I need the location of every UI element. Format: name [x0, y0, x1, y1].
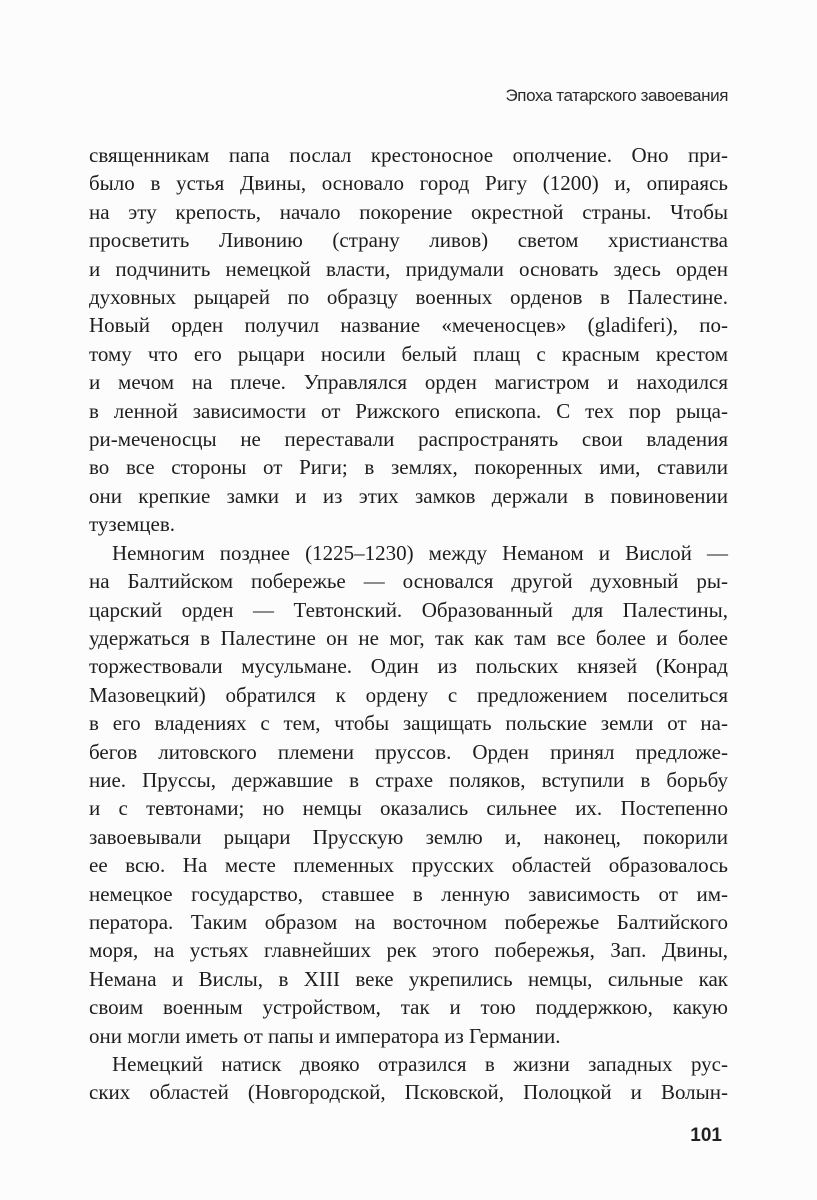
paragraph [89, 141, 728, 539]
running-header: Эпоха татарского завоевания [505, 86, 728, 105]
text-line: торжествовали мусульмане. Один из польских князей (Конрад [89, 654, 728, 679]
body-text [89, 141, 728, 1107]
text-line: бегов литовского племени пруссов. Орден принял предложе- [89, 739, 728, 764]
text-line: своим военным устройством, так и тою поддержкою, какую [89, 995, 728, 1020]
paragraph [89, 539, 728, 1050]
text-line: ее всю. На месте племенных прусских областей образовалось [89, 853, 728, 878]
text-line: Мазовецкий) обратился к ордену с предложением поселиться [89, 682, 728, 707]
text-line: и с тевтонами; но немцы оказались сильнее их. Постепенно [89, 796, 728, 821]
text-line: они крепкие замки и из этих замков держали в повиновении [89, 483, 728, 508]
text-line: в ленной зависимости от Рижского епископа. С тех пор рыца- [89, 398, 728, 423]
text-line: Новый орден получил название «меченосцев» (gladiferi), по- [89, 313, 728, 338]
text-line: Немногим позднее (1225–1230) между Неманом и Вислой — [112, 540, 728, 565]
text-line: на эту крепость, начало покорение окрестной страны. Чтобы [89, 199, 728, 224]
text-line: царский орден — Тевтонский. Образованный для Палестины, [89, 597, 728, 622]
page-number: 101 [690, 1125, 722, 1146]
text-line: просветить Ливонию (страну ливов) светом христианства [89, 228, 728, 253]
text-line: ских областей (Новгородской, Псковской, Полоцкой и Волын- [89, 1080, 728, 1105]
text-line: было в устья Двины, основало город Ригу (1200) и, опираясь [89, 171, 728, 196]
text-line: моря, на устьях главнейших рек этого побережья, Зап. Двины, [89, 938, 728, 963]
text-line: на Балтийском побережье — основался другой духовный ры- [89, 569, 728, 594]
paragraph [89, 1050, 728, 1107]
text-line: во все стороны от Риги; в землях, покоренных ими, ставили [89, 455, 728, 480]
text-line: ние. Пруссы, державшие в страхе поляков, вступили в борьбу [89, 767, 728, 792]
text-line: Немецкий натиск двояко отразился в жизни западных рус- [112, 1052, 728, 1076]
text-line: и подчинить немецкой власти, придумали основать здесь орден [89, 256, 728, 281]
text-line: ператора. Таким образом на восточном побережье Балтийского [89, 909, 728, 934]
text-line: в его владениях с тем, чтобы защищать польские земли от на- [89, 711, 728, 736]
text-line: духовных рыцарей по образцу военных орденов в Палестине. [89, 285, 728, 310]
text-line: тому что его рыцари носили белый плащ с красным крестом [89, 341, 728, 366]
text-line: ри-меченосцы не переставали распространять свои владения [89, 427, 728, 452]
text-line: и мечом на плече. Управлялся орден магистром и находился [89, 370, 728, 395]
text-line: немецкое государство, ставшее в ленную зависимость от им- [89, 881, 728, 906]
text-line: Немана и Вислы, в XIII веке укрепились немцы, сильные как [89, 966, 728, 991]
text-line: туземцев. [89, 512, 176, 537]
text-line: завоевывали рыцари Прусскую землю и, наконец, покорили [89, 824, 728, 849]
text-line: священникам папа послал крестоносное ополчение. Оно при- [89, 143, 728, 167]
text-line: они могли иметь от папы и императора из Германии. [89, 1023, 561, 1048]
text-line: удержаться в Палестине он не мог, так как там все более и более [89, 625, 728, 650]
